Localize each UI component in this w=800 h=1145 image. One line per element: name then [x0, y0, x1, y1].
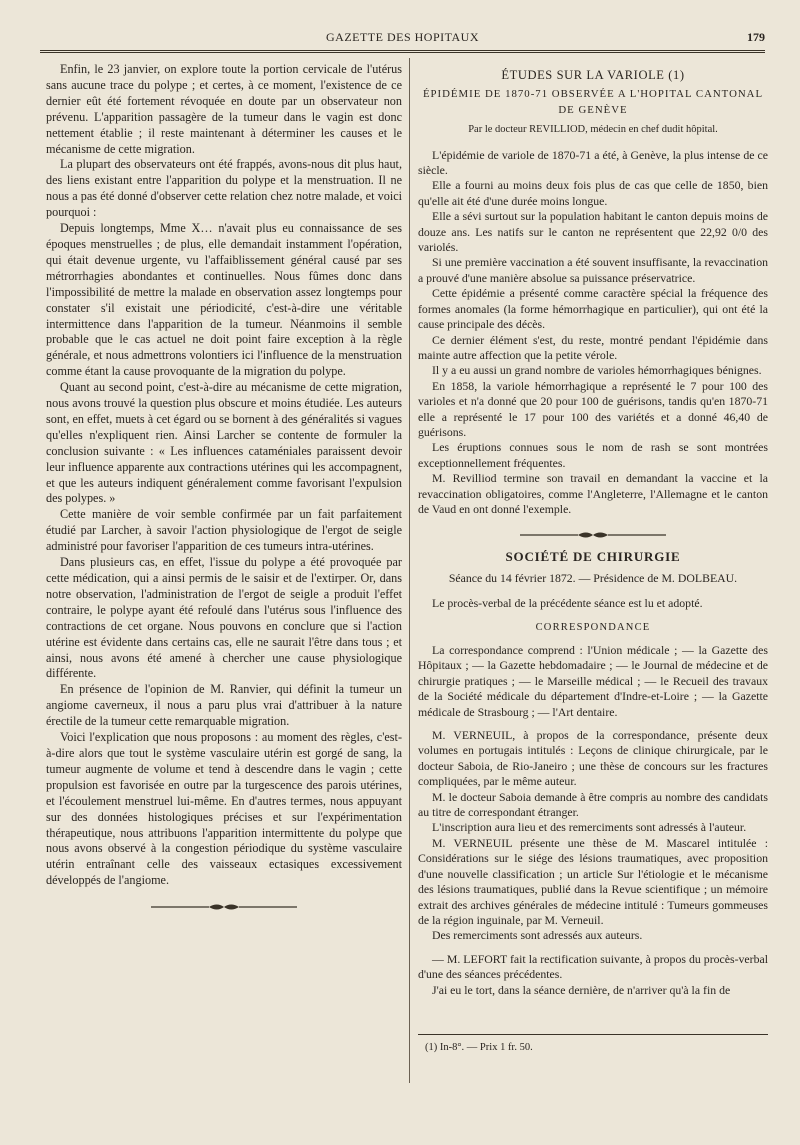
article-author: Par le docteur REVILLIOD, médecin en chef dudit hôpital.: [468, 124, 718, 136]
paragraph: En présence de l'opinion de M. Ranvier, qui définit la tumeur un angiome caverneux, il nous a paru plus vrai d'attribuer à la nature érectile de la tumeur cette remarquable migration.: [46, 682, 402, 729]
paragraph: Cette manière de voir semble confirmée par un fait parfaitement étudié par Larcher, à savoir l'action physiologique de l'ergot de seigle administré pour favoriser l'apparition de ces tumeurs intra-utérines.: [46, 507, 402, 554]
article-title: ÉTUDES SUR LA VARIOLE (1): [501, 68, 685, 82]
paragraph: Ce dernier élément s'est, du reste, montré pendant l'épidémie dans mainte autre affection que la petite vérole.: [418, 332, 768, 362]
paragraph: Des remerciments sont adressés aux auteurs.: [432, 928, 643, 943]
paragraph: Si une première vaccination a été souvent insuffisante, la revaccination a prouvé d'une manière absolue sa puissance préservatrice.: [418, 255, 768, 285]
ornament-divider: [418, 529, 768, 539]
paragraph: Dans plusieurs cas, en effet, l'issue du polype a été provoquée par cette médication, qui a ainsi permis de le saisir et de l'extirper. Or, dans notre observation, l'administration de l'ergot de seigle a produit l'effet contraire, le polype ayant été refoulé dans l'utérus sous l'influence des contractions de cet organe. Nous pouvons en conclure que si l'action utérine est évidente dans certains cas, elle ne saurait l'être dans tous ; et ainsi, nous avons été amené à chercher une cause physiologique différente.: [46, 555, 402, 681]
article-subtitle: ÉPIDÉMIE DE 1870-71 OBSERVÉE A L'HOPITAL CANTONAL DE GENÈVE: [422, 88, 764, 116]
paragraph: — M. LEFORT fait la rectification suivante, à propos du procès-verbal d'une des séances précédentes.: [418, 951, 768, 982]
paragraph: M. Revilliod termine son travail en demandant la vaccine et la revaccination obligatoires, comme l'Angleterre, l'Allemagne et le canton de Vaud en ont donné l'exemple.: [418, 471, 768, 516]
paragraph: Il y a eu aussi un grand nombre de varioles hémorrhagiques bénignes.: [432, 363, 762, 378]
society-title: SOCIÉTÉ DE CHIRURGIE: [505, 549, 681, 565]
paragraph: Quant au second point, c'est-à-dire au mécanisme de cette migration, nous avons trouvé la question plus obscure et moins étudiée. Les auteurs sont, en effet, muets à cet égard ou se bornent à des généralités si vagues qu'elles n'expliquent rien. Ainsi Larcher se contente de formuler la conclusion suivante : « Les influences cataméniales paraissent devoir leur influence apparente aux contractions utérines qui les accompagnent, et que les auteurs indiquent généralement comme favorisant l'expulsion des polypes. »: [46, 380, 402, 506]
right-column: [418, 68, 768, 998]
paragraph: J'ai eu le tort, dans la séance dernière, de n'arriver qu'à la fin de: [432, 982, 731, 997]
paragraph: L'inscription aura lieu et des remerciments sont adressés à l'auteur.: [432, 820, 747, 835]
ornament-divider: [46, 901, 402, 911]
paragraph: Elle a fourni au moins deux fois plus de cas que celle de 1850, bien qu'elle ait été d'une durée moins longue.: [418, 178, 768, 208]
paragraph: M. VERNEUIL présente une thèse de M. Mascarel intitulée : Considérations sur le siége des lésions traumatiques, avec proposition d'une nouvelle classification ; un article Sur l'étiologie et le mécanisme des lésions traumatiques, publié dans la Revue scientifique ; un mémoire extrait des archives générales de médecine intitulé : Tumeurs gommeuses de la région inguinale, par M. Verneuil.: [418, 835, 768, 927]
newspaper-title: GAZETTE DES HOPITAUX: [325, 30, 480, 44]
left-column: [46, 62, 402, 921]
paragraph: Elle a sévi surtout sur la population habitant le canton depuis moins de douze ans. Les natifs sur le canton ne représentent que 22,92 0/0 des variolés.: [418, 209, 768, 255]
paragraph: La correspondance comprend : l'Union médicale ; — la Gazette des Hôpitaux ; — la Gazette hebdomadaire ; — le Journal de médecine et de chirurgie pratiques ; — le Marseille médical ; — le Recueil des travaux de la Société médicale du département d'Indre-et-Loire ; — la Gazette médicale de Strasbourg ; — l'Art dentaire.: [418, 643, 768, 719]
paragraph: Le procès-verbal de la précédente séance est lu et adopté.: [432, 596, 703, 611]
page-header: [40, 28, 765, 53]
seance-line: Séance du 14 février 1872. — Présidence de M. DOLBEAU.: [448, 570, 738, 585]
paragraph: L'épidémie de variole de 1870-71 a été, à Genève, la plus intense de ce siècle.: [418, 147, 768, 178]
correspondance-heading: CORRESPONDANCE: [535, 621, 651, 633]
paragraph: La plupart des observateurs ont été frappés, avons-nous dit plus haut, des liens existant entre l'apparition du polype et la menstruation. Il ne nous a pas été donné d'observer cette relation chez notre malade, et voici pourquoi :: [46, 157, 402, 220]
paragraph: Les éruptions connues sous le nom de rash se sont montrées exceptionnellement fréquentes.: [418, 440, 768, 470]
paragraph: Depuis longtemps, Mme X… n'avait plus eu connaissance de ses époques menstruelles ; de plus, elle demandait instamment l'opération, qui était devenue urgente, vu l'affaiblissement général causé par ses métrorrhagies abondantes et continuelles. Nous fûmes donc dans l'impossibilité de mettre la malade en observation assez longtemps pour constater s'il existait une périodicité, c'est-à-dire une véritable intermittence dans l'apparition de la tumeur. Néanmoins il semble probable que le cas actuel ne doit point faire exception à la règle générale, et nous admettrons volontiers ici l'influence de la menstruation comme étant la cause provoquante de la migration du polype.: [46, 221, 402, 379]
paragraph: En 1858, la variole hémorrhagique a représenté le 7 pour 100 des varioles et n'a donné que 20 pour 100 de guérisons, tandis qu'en 1870-71 elle a représenté le 17 pour 100 des variétés et a donné 46,40 de guérisons.: [418, 378, 768, 439]
paragraph: M. le docteur Saboia demande à être compris au nombre des candidats au titre de correspondant étranger.: [418, 789, 768, 820]
paragraph: M. VERNEUIL, à propos de la correspondance, présente deux volumes en portugais intitulés : Leçons de clinique chirurgicale, par le docteur Saboia, de Rio-Janeiro ; une thèse de concours sur les fractures compliquées, par le même auteur.: [418, 728, 768, 789]
column-divider: [409, 58, 410, 1083]
paragraph: Enfin, le 23 janvier, on explore toute la portion cervicale de l'utérus sans aucune trace du polype ; et certes, à ce moment, l'existence de ce dernier eût été fortement révoquée en doute par un observateur non prévenu. L'apparition passagère de la tumeur dans le vagin est donc nettement établie ; il reste maintenant à déterminer les causes et le mécanisme de cette migration.: [46, 62, 402, 156]
paragraph: Cette épidémie a présenté comme caractère spécial la fréquence des formes anomales (la forme hémorrhagique en particulier), qui ont été la cause principale des décès.: [418, 286, 768, 332]
paragraph: Voici l'explication que nous proposons : au moment des règles, c'est-à-dire alors que tout le système vasculaire utérin est gorgé de sang, la tumeur augmente de volume et tend à descendre dans le vagin ; cette propulsion est favorisée en outre par la turgescence des parois utérines, et l'écoulement menstruel lui-même. En d'autres termes, nous appuyant sur des données histologiques précises et sur l'expérimentation thérapeutique, nous attribuons l'apparition intermittente du polype que nous avons observé à la congestion périodique du système vasculaire utérin entraînant celle des vaisseaux ectasiques excessivement développés de l'angiome.: [46, 730, 402, 888]
footnote: (1) In-8°. — Prix 1 fr. 50.: [425, 1042, 533, 1053]
footnote-rule: [418, 1034, 768, 1035]
page-number: 179: [747, 30, 765, 44]
